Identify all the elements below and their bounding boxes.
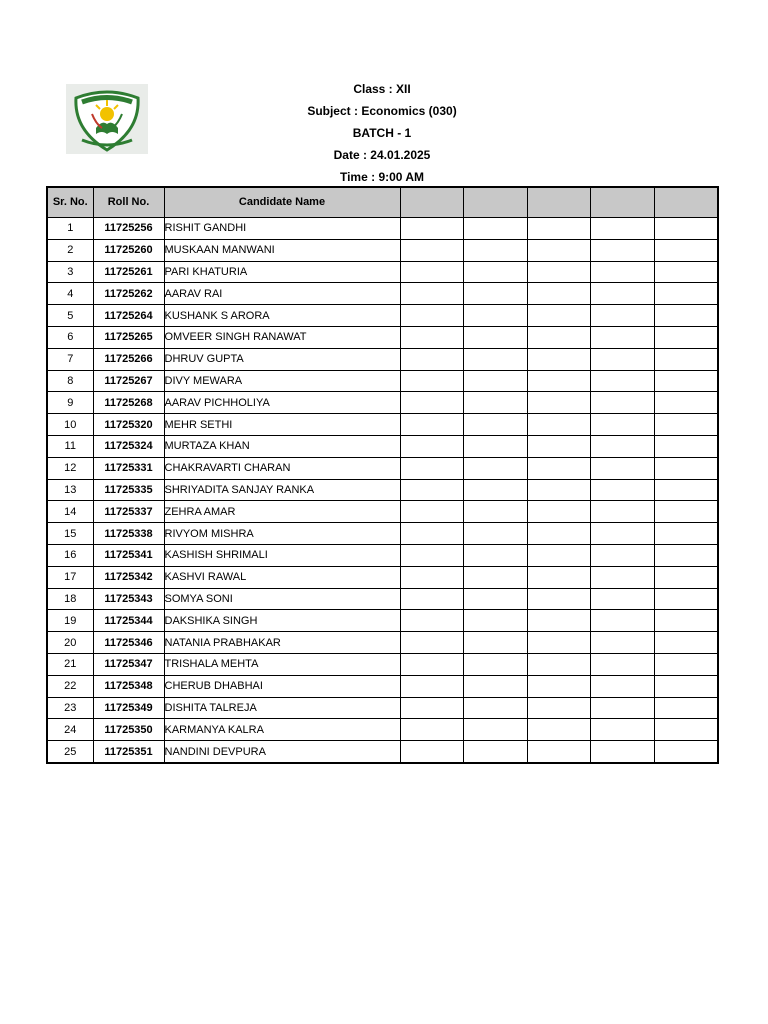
cell-sr-no: 3 xyxy=(47,261,93,283)
cell-blank-3 xyxy=(527,218,590,240)
cell-candidate-name: DIVY MEWARA xyxy=(164,370,400,392)
cell-blank-1 xyxy=(400,392,463,414)
cell-blank-4 xyxy=(590,544,654,566)
cell-blank-2 xyxy=(463,457,527,479)
cell-blank-5 xyxy=(654,239,718,261)
cell-blank-3 xyxy=(527,566,590,588)
table-row xyxy=(47,305,718,327)
cell-candidate-name: KUSHANK S ARORA xyxy=(164,305,400,327)
cell-candidate-name: AARAV PICHHOLIYA xyxy=(164,392,400,414)
cell-sr-no: 17 xyxy=(47,566,93,588)
cell-sr-no: 7 xyxy=(47,348,93,370)
table-row xyxy=(47,610,718,632)
cell-blank-3 xyxy=(527,675,590,697)
cell-blank-3 xyxy=(527,653,590,675)
cell-candidate-name: NATANIA PRABHAKAR xyxy=(164,632,400,654)
cell-candidate-name: DAKSHIKA SINGH xyxy=(164,610,400,632)
cell-blank-4 xyxy=(590,523,654,545)
cell-blank-1 xyxy=(400,283,463,305)
cell-blank-4 xyxy=(590,566,654,588)
cell-blank-1 xyxy=(400,414,463,436)
cell-blank-3 xyxy=(527,239,590,261)
cell-roll-no: 11725335 xyxy=(93,479,164,501)
cell-blank-5 xyxy=(654,457,718,479)
cell-blank-5 xyxy=(654,566,718,588)
cell-roll-no: 11725260 xyxy=(93,239,164,261)
table-row xyxy=(47,697,718,719)
cell-candidate-name: MEHR SETHI xyxy=(164,414,400,436)
table-row xyxy=(47,435,718,457)
cell-blank-2 xyxy=(463,697,527,719)
cell-blank-4 xyxy=(590,632,654,654)
cell-blank-2 xyxy=(463,675,527,697)
cell-blank-4 xyxy=(590,305,654,327)
cell-blank-4 xyxy=(590,370,654,392)
cell-sr-no: 23 xyxy=(47,697,93,719)
cell-blank-3 xyxy=(527,414,590,436)
cell-blank-4 xyxy=(590,392,654,414)
cell-roll-no: 11725346 xyxy=(93,632,164,654)
cell-sr-no: 19 xyxy=(47,610,93,632)
table-row xyxy=(47,653,718,675)
cell-candidate-name: DISHITA TALREJA xyxy=(164,697,400,719)
cell-blank-5 xyxy=(654,435,718,457)
cell-blank-4 xyxy=(590,435,654,457)
cell-blank-4 xyxy=(590,653,654,675)
cell-blank-5 xyxy=(654,610,718,632)
cell-sr-no: 24 xyxy=(47,719,93,741)
column-header-blank-1 xyxy=(400,187,463,218)
cell-blank-2 xyxy=(463,719,527,741)
table-row xyxy=(47,326,718,348)
cell-roll-no: 11725267 xyxy=(93,370,164,392)
cell-blank-5 xyxy=(654,523,718,545)
cell-blank-1 xyxy=(400,261,463,283)
cell-blank-3 xyxy=(527,305,590,327)
table-row xyxy=(47,675,718,697)
cell-sr-no: 21 xyxy=(47,653,93,675)
cell-blank-2 xyxy=(463,544,527,566)
cell-sr-no: 13 xyxy=(47,479,93,501)
cell-candidate-name: CHERUB DHABHAI xyxy=(164,675,400,697)
cell-blank-4 xyxy=(590,414,654,436)
cell-roll-no: 11725261 xyxy=(93,261,164,283)
cell-blank-1 xyxy=(400,501,463,523)
cell-candidate-name: RISHIT GANDHI xyxy=(164,218,400,240)
cell-candidate-name: KARMANYA KALRA xyxy=(164,719,400,741)
cell-blank-3 xyxy=(527,523,590,545)
cell-blank-2 xyxy=(463,326,527,348)
cell-blank-4 xyxy=(590,218,654,240)
cell-blank-5 xyxy=(654,305,718,327)
table-row xyxy=(47,719,718,741)
cell-roll-no: 11725262 xyxy=(93,283,164,305)
cell-roll-no: 11725331 xyxy=(93,457,164,479)
cell-blank-4 xyxy=(590,675,654,697)
cell-blank-3 xyxy=(527,588,590,610)
cell-blank-5 xyxy=(654,675,718,697)
table-header-row xyxy=(47,187,718,218)
cell-blank-5 xyxy=(654,326,718,348)
cell-blank-1 xyxy=(400,697,463,719)
cell-sr-no: 8 xyxy=(47,370,93,392)
cell-blank-5 xyxy=(654,719,718,741)
cell-blank-2 xyxy=(463,588,527,610)
cell-blank-4 xyxy=(590,610,654,632)
cell-roll-no: 11725338 xyxy=(93,523,164,545)
cell-sr-no: 11 xyxy=(47,435,93,457)
cell-blank-3 xyxy=(527,348,590,370)
cell-blank-3 xyxy=(527,741,590,763)
cell-blank-2 xyxy=(463,632,527,654)
table-row xyxy=(47,588,718,610)
cell-sr-no: 25 xyxy=(47,741,93,763)
table-row xyxy=(47,283,718,305)
column-header-blank-2 xyxy=(463,187,527,218)
cell-blank-4 xyxy=(590,697,654,719)
cell-candidate-name: KASHVI RAWAL xyxy=(164,566,400,588)
cell-blank-2 xyxy=(463,239,527,261)
school-crest-icon xyxy=(66,84,148,154)
table-row xyxy=(47,523,718,545)
cell-blank-5 xyxy=(654,392,718,414)
cell-blank-2 xyxy=(463,523,527,545)
cell-blank-5 xyxy=(654,653,718,675)
cell-blank-1 xyxy=(400,435,463,457)
cell-blank-3 xyxy=(527,501,590,523)
cell-blank-3 xyxy=(527,457,590,479)
cell-roll-no: 11725324 xyxy=(93,435,164,457)
table-row xyxy=(47,501,718,523)
column-header-roll-no: Roll No. xyxy=(93,187,164,218)
cell-blank-1 xyxy=(400,588,463,610)
time-line: Time : 9:00 AM xyxy=(339,170,425,184)
cell-blank-2 xyxy=(463,653,527,675)
cell-sr-no: 15 xyxy=(47,523,93,545)
cell-blank-1 xyxy=(400,523,463,545)
cell-blank-5 xyxy=(654,501,718,523)
cell-blank-1 xyxy=(400,370,463,392)
cell-blank-4 xyxy=(590,326,654,348)
cell-blank-2 xyxy=(463,392,527,414)
cell-blank-5 xyxy=(654,741,718,763)
cell-roll-no: 11725265 xyxy=(93,326,164,348)
cell-blank-2 xyxy=(463,479,527,501)
cell-sr-no: 5 xyxy=(47,305,93,327)
cell-blank-1 xyxy=(400,326,463,348)
date-line: Date : 24.01.2025 xyxy=(333,148,431,162)
cell-blank-3 xyxy=(527,697,590,719)
cell-blank-1 xyxy=(400,719,463,741)
cell-blank-4 xyxy=(590,501,654,523)
cell-blank-4 xyxy=(590,741,654,763)
column-header-blank-5 xyxy=(654,187,718,218)
cell-blank-2 xyxy=(463,435,527,457)
table-row xyxy=(47,348,718,370)
cell-blank-5 xyxy=(654,414,718,436)
cell-sr-no: 1 xyxy=(47,218,93,240)
cell-sr-no: 20 xyxy=(47,632,93,654)
table-row xyxy=(47,392,718,414)
cell-blank-4 xyxy=(590,479,654,501)
cell-blank-4 xyxy=(590,261,654,283)
cell-candidate-name: KASHISH SHRIMALI xyxy=(164,544,400,566)
cell-blank-1 xyxy=(400,348,463,370)
cell-blank-3 xyxy=(527,479,590,501)
cell-blank-2 xyxy=(463,566,527,588)
cell-candidate-name: AARAV RAI xyxy=(164,283,400,305)
cell-roll-no: 11725350 xyxy=(93,719,164,741)
cell-roll-no: 11725342 xyxy=(93,566,164,588)
cell-roll-no: 11725337 xyxy=(93,501,164,523)
cell-blank-3 xyxy=(527,544,590,566)
table-body xyxy=(47,218,718,763)
cell-sr-no: 16 xyxy=(47,544,93,566)
table-row xyxy=(47,741,718,763)
cell-blank-5 xyxy=(654,370,718,392)
cell-blank-4 xyxy=(590,239,654,261)
cell-roll-no: 11725347 xyxy=(93,653,164,675)
cell-blank-1 xyxy=(400,632,463,654)
cell-blank-2 xyxy=(463,305,527,327)
cell-sr-no: 12 xyxy=(47,457,93,479)
cell-blank-2 xyxy=(463,741,527,763)
cell-blank-2 xyxy=(463,501,527,523)
cell-candidate-name: PARI KHATURIA xyxy=(164,261,400,283)
table-row xyxy=(47,632,718,654)
candidate-table xyxy=(46,186,719,764)
cell-roll-no: 11725268 xyxy=(93,392,164,414)
cell-candidate-name: CHAKRAVARTI CHARAN xyxy=(164,457,400,479)
cell-blank-1 xyxy=(400,544,463,566)
cell-blank-4 xyxy=(590,719,654,741)
cell-blank-5 xyxy=(654,632,718,654)
cell-blank-3 xyxy=(527,610,590,632)
cell-blank-1 xyxy=(400,653,463,675)
cell-roll-no: 11725349 xyxy=(93,697,164,719)
cell-blank-1 xyxy=(400,305,463,327)
batch-line: BATCH - 1 xyxy=(352,126,412,140)
cell-blank-1 xyxy=(400,741,463,763)
column-header-blank-4 xyxy=(590,187,654,218)
cell-blank-1 xyxy=(400,566,463,588)
cell-blank-2 xyxy=(463,261,527,283)
cell-blank-1 xyxy=(400,675,463,697)
cell-blank-5 xyxy=(654,283,718,305)
cell-blank-5 xyxy=(654,348,718,370)
cell-candidate-name: OMVEER SINGH RANAWAT xyxy=(164,326,400,348)
cell-blank-4 xyxy=(590,588,654,610)
cell-blank-2 xyxy=(463,283,527,305)
table-row xyxy=(47,239,718,261)
cell-blank-3 xyxy=(527,719,590,741)
cell-candidate-name: SHRIYADITA SANJAY RANKA xyxy=(164,479,400,501)
cell-blank-2 xyxy=(463,414,527,436)
cell-blank-2 xyxy=(463,370,527,392)
cell-roll-no: 11725351 xyxy=(93,741,164,763)
cell-blank-3 xyxy=(527,392,590,414)
table-row xyxy=(47,566,718,588)
cell-blank-3 xyxy=(527,370,590,392)
cell-blank-5 xyxy=(654,218,718,240)
cell-blank-2 xyxy=(463,348,527,370)
cell-candidate-name: DHRUV GUPTA xyxy=(164,348,400,370)
cell-blank-4 xyxy=(590,348,654,370)
cell-candidate-name: MURTAZA KHAN xyxy=(164,435,400,457)
table-row xyxy=(47,544,718,566)
cell-roll-no: 11725266 xyxy=(93,348,164,370)
cell-blank-2 xyxy=(463,610,527,632)
cell-blank-5 xyxy=(654,588,718,610)
cell-sr-no: 22 xyxy=(47,675,93,697)
cell-blank-1 xyxy=(400,457,463,479)
cell-candidate-name: NANDINI DEVPURA xyxy=(164,741,400,763)
cell-sr-no: 2 xyxy=(47,239,93,261)
class-line: Class : XII xyxy=(353,82,411,96)
school-logo xyxy=(66,84,148,154)
cell-sr-no: 18 xyxy=(47,588,93,610)
cell-sr-no: 4 xyxy=(47,283,93,305)
table-row xyxy=(47,414,718,436)
cell-roll-no: 11725344 xyxy=(93,610,164,632)
cell-roll-no: 11725256 xyxy=(93,218,164,240)
cell-blank-3 xyxy=(527,283,590,305)
table-row xyxy=(47,479,718,501)
column-header-sr-no: Sr. No. xyxy=(47,187,93,218)
cell-sr-no: 14 xyxy=(47,501,93,523)
cell-roll-no: 11725320 xyxy=(93,414,164,436)
cell-blank-5 xyxy=(654,544,718,566)
cell-sr-no: 9 xyxy=(47,392,93,414)
cell-candidate-name: TRISHALA MEHTA xyxy=(164,653,400,675)
cell-blank-3 xyxy=(527,632,590,654)
cell-sr-no: 10 xyxy=(47,414,93,436)
subject-line: Subject : Economics (030) xyxy=(307,104,457,118)
cell-candidate-name: SOMYA SONI xyxy=(164,588,400,610)
cell-candidate-name: RIVYOM MISHRA xyxy=(164,523,400,545)
cell-roll-no: 11725264 xyxy=(93,305,164,327)
table-row xyxy=(47,218,718,240)
cell-candidate-name: MUSKAAN MANWANI xyxy=(164,239,400,261)
cell-blank-1 xyxy=(400,239,463,261)
cell-blank-3 xyxy=(527,326,590,348)
table-row xyxy=(47,261,718,283)
cell-blank-3 xyxy=(527,435,590,457)
table-row xyxy=(47,370,718,392)
cell-roll-no: 11725348 xyxy=(93,675,164,697)
column-header-blank-3 xyxy=(527,187,590,218)
cell-roll-no: 11725343 xyxy=(93,588,164,610)
table-row xyxy=(47,457,718,479)
cell-blank-4 xyxy=(590,283,654,305)
cell-blank-2 xyxy=(463,218,527,240)
cell-blank-5 xyxy=(654,261,718,283)
cell-blank-1 xyxy=(400,218,463,240)
cell-blank-1 xyxy=(400,479,463,501)
cell-blank-5 xyxy=(654,479,718,501)
cell-blank-3 xyxy=(527,261,590,283)
cell-sr-no: 6 xyxy=(47,326,93,348)
cell-blank-1 xyxy=(400,610,463,632)
cell-blank-5 xyxy=(654,697,718,719)
column-header-candidate-name: Candidate Name xyxy=(164,187,400,218)
document-header xyxy=(232,78,532,188)
cell-roll-no: 11725341 xyxy=(93,544,164,566)
cell-candidate-name: ZEHRA AMAR xyxy=(164,501,400,523)
cell-blank-4 xyxy=(590,457,654,479)
